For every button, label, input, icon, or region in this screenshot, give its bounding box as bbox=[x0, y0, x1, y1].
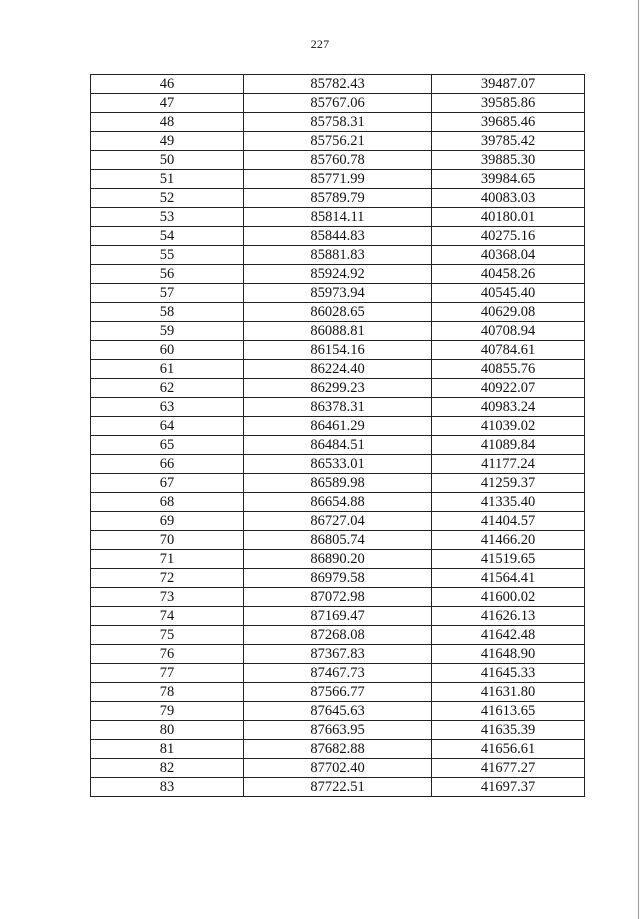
table-row bbox=[91, 759, 585, 778]
table-row bbox=[91, 75, 585, 94]
x-coordinate-cell: 87467.73 bbox=[244, 664, 432, 683]
point-number-cell: 53 bbox=[91, 208, 244, 227]
y-coordinate-cell: 41259.37 bbox=[432, 474, 585, 493]
table-row bbox=[91, 512, 585, 531]
table-row bbox=[91, 189, 585, 208]
point-number-cell: 69 bbox=[91, 512, 244, 531]
x-coordinate-cell: 87645.63 bbox=[244, 702, 432, 721]
table-row bbox=[91, 778, 585, 797]
point-number-cell: 81 bbox=[91, 740, 244, 759]
table-row bbox=[91, 664, 585, 683]
y-coordinate-cell: 41564.41 bbox=[432, 569, 585, 588]
point-number-cell: 59 bbox=[91, 322, 244, 341]
table-row bbox=[91, 208, 585, 227]
point-number-cell: 56 bbox=[91, 265, 244, 284]
y-coordinate-cell: 40180.01 bbox=[432, 208, 585, 227]
x-coordinate-cell: 85973.94 bbox=[244, 284, 432, 303]
table-row bbox=[91, 588, 585, 607]
y-coordinate-cell: 41677.27 bbox=[432, 759, 585, 778]
x-coordinate-cell: 86890.20 bbox=[244, 550, 432, 569]
coordinate-table-body bbox=[91, 75, 585, 797]
table-row bbox=[91, 436, 585, 455]
x-coordinate-cell: 87367.83 bbox=[244, 645, 432, 664]
table-row bbox=[91, 417, 585, 436]
y-coordinate-cell: 41039.02 bbox=[432, 417, 585, 436]
x-coordinate-cell: 86979.58 bbox=[244, 569, 432, 588]
y-coordinate-cell: 39885.30 bbox=[432, 151, 585, 170]
x-coordinate-cell: 87169.47 bbox=[244, 607, 432, 626]
x-coordinate-cell: 86378.31 bbox=[244, 398, 432, 417]
coordinate-table bbox=[90, 74, 585, 797]
x-coordinate-cell: 86805.74 bbox=[244, 531, 432, 550]
x-coordinate-cell: 85844.83 bbox=[244, 227, 432, 246]
x-coordinate-cell: 86154.16 bbox=[244, 341, 432, 360]
y-coordinate-cell: 40458.26 bbox=[432, 265, 585, 284]
table-row bbox=[91, 740, 585, 759]
table-row bbox=[91, 569, 585, 588]
x-coordinate-cell: 86299.23 bbox=[244, 379, 432, 398]
page-edge bbox=[638, 0, 639, 919]
x-coordinate-cell: 86533.01 bbox=[244, 455, 432, 474]
y-coordinate-cell: 41089.84 bbox=[432, 436, 585, 455]
y-coordinate-cell: 40545.40 bbox=[432, 284, 585, 303]
y-coordinate-cell: 40855.76 bbox=[432, 360, 585, 379]
x-coordinate-cell: 86088.81 bbox=[244, 322, 432, 341]
point-number-cell: 67 bbox=[91, 474, 244, 493]
x-coordinate-cell: 85814.11 bbox=[244, 208, 432, 227]
table-row bbox=[91, 322, 585, 341]
x-coordinate-cell: 86484.51 bbox=[244, 436, 432, 455]
table-row bbox=[91, 341, 585, 360]
table-row bbox=[91, 303, 585, 322]
point-number-cell: 74 bbox=[91, 607, 244, 626]
point-number-cell: 57 bbox=[91, 284, 244, 303]
table-row bbox=[91, 132, 585, 151]
x-coordinate-cell: 85881.83 bbox=[244, 246, 432, 265]
point-number-cell: 80 bbox=[91, 721, 244, 740]
point-number-cell: 77 bbox=[91, 664, 244, 683]
x-coordinate-cell: 87722.51 bbox=[244, 778, 432, 797]
x-coordinate-cell: 85771.99 bbox=[244, 170, 432, 189]
y-coordinate-cell: 41600.02 bbox=[432, 588, 585, 607]
table-row bbox=[91, 246, 585, 265]
point-number-cell: 73 bbox=[91, 588, 244, 607]
point-number-cell: 54 bbox=[91, 227, 244, 246]
table-row bbox=[91, 683, 585, 702]
point-number-cell: 75 bbox=[91, 626, 244, 645]
table-row bbox=[91, 360, 585, 379]
x-coordinate-cell: 85924.92 bbox=[244, 265, 432, 284]
y-coordinate-cell: 41404.57 bbox=[432, 512, 585, 531]
y-coordinate-cell: 41642.48 bbox=[432, 626, 585, 645]
table-row bbox=[91, 227, 585, 246]
point-number-cell: 49 bbox=[91, 132, 244, 151]
y-coordinate-cell: 40922.07 bbox=[432, 379, 585, 398]
table-row bbox=[91, 284, 585, 303]
x-coordinate-cell: 87663.95 bbox=[244, 721, 432, 740]
table-row bbox=[91, 151, 585, 170]
point-number-cell: 61 bbox=[91, 360, 244, 379]
y-coordinate-cell: 41177.24 bbox=[432, 455, 585, 474]
y-coordinate-cell: 39685.46 bbox=[432, 113, 585, 132]
table-row bbox=[91, 702, 585, 721]
x-coordinate-cell: 87268.08 bbox=[244, 626, 432, 645]
point-number-cell: 51 bbox=[91, 170, 244, 189]
y-coordinate-cell: 39984.65 bbox=[432, 170, 585, 189]
point-number-cell: 65 bbox=[91, 436, 244, 455]
y-coordinate-cell: 41335.40 bbox=[432, 493, 585, 512]
x-coordinate-cell: 87702.40 bbox=[244, 759, 432, 778]
y-coordinate-cell: 41519.65 bbox=[432, 550, 585, 569]
point-number-cell: 71 bbox=[91, 550, 244, 569]
y-coordinate-cell: 41645.33 bbox=[432, 664, 585, 683]
point-number-cell: 63 bbox=[91, 398, 244, 417]
table-row bbox=[91, 455, 585, 474]
y-coordinate-cell: 41466.20 bbox=[432, 531, 585, 550]
y-coordinate-cell: 40983.24 bbox=[432, 398, 585, 417]
table-row bbox=[91, 94, 585, 113]
y-coordinate-cell: 39585.86 bbox=[432, 94, 585, 113]
x-coordinate-cell: 86589.98 bbox=[244, 474, 432, 493]
y-coordinate-cell: 41648.90 bbox=[432, 645, 585, 664]
x-coordinate-cell: 86654.88 bbox=[244, 493, 432, 512]
y-coordinate-cell: 41631.80 bbox=[432, 683, 585, 702]
x-coordinate-cell: 87566.77 bbox=[244, 683, 432, 702]
y-coordinate-cell: 40784.61 bbox=[432, 341, 585, 360]
x-coordinate-cell: 85760.78 bbox=[244, 151, 432, 170]
table-row bbox=[91, 493, 585, 512]
x-coordinate-cell: 86224.40 bbox=[244, 360, 432, 379]
point-number-cell: 62 bbox=[91, 379, 244, 398]
table-row bbox=[91, 721, 585, 740]
y-coordinate-cell: 39785.42 bbox=[432, 132, 585, 151]
page-number: 227 bbox=[310, 37, 330, 51]
point-number-cell: 66 bbox=[91, 455, 244, 474]
x-coordinate-cell: 85782.43 bbox=[244, 75, 432, 94]
x-coordinate-cell: 85767.06 bbox=[244, 94, 432, 113]
point-number-cell: 70 bbox=[91, 531, 244, 550]
point-number-cell: 48 bbox=[91, 113, 244, 132]
y-coordinate-cell: 40083.03 bbox=[432, 189, 585, 208]
table-row bbox=[91, 645, 585, 664]
y-coordinate-cell: 41626.13 bbox=[432, 607, 585, 626]
point-number-cell: 52 bbox=[91, 189, 244, 208]
table-row bbox=[91, 531, 585, 550]
point-number-cell: 79 bbox=[91, 702, 244, 721]
table-row bbox=[91, 265, 585, 284]
x-coordinate-cell: 85789.79 bbox=[244, 189, 432, 208]
point-number-cell: 82 bbox=[91, 759, 244, 778]
y-coordinate-cell: 40368.04 bbox=[432, 246, 585, 265]
x-coordinate-cell: 85758.31 bbox=[244, 113, 432, 132]
y-coordinate-cell: 41613.65 bbox=[432, 702, 585, 721]
x-coordinate-cell: 87682.88 bbox=[244, 740, 432, 759]
y-coordinate-cell: 41697.37 bbox=[432, 778, 585, 797]
y-coordinate-cell: 40629.08 bbox=[432, 303, 585, 322]
y-coordinate-cell: 41656.61 bbox=[432, 740, 585, 759]
x-coordinate-cell: 86461.29 bbox=[244, 417, 432, 436]
table-row bbox=[91, 398, 585, 417]
point-number-cell: 78 bbox=[91, 683, 244, 702]
x-coordinate-cell: 86727.04 bbox=[244, 512, 432, 531]
x-coordinate-cell: 85756.21 bbox=[244, 132, 432, 151]
table-row bbox=[91, 474, 585, 493]
table-row bbox=[91, 170, 585, 189]
point-number-cell: 83 bbox=[91, 778, 244, 797]
point-number-cell: 76 bbox=[91, 645, 244, 664]
point-number-cell: 64 bbox=[91, 417, 244, 436]
x-coordinate-cell: 86028.65 bbox=[244, 303, 432, 322]
point-number-cell: 55 bbox=[91, 246, 244, 265]
table-row bbox=[91, 113, 585, 132]
point-number-cell: 50 bbox=[91, 151, 244, 170]
y-coordinate-cell: 40275.16 bbox=[432, 227, 585, 246]
point-number-cell: 68 bbox=[91, 493, 244, 512]
point-number-cell: 58 bbox=[91, 303, 244, 322]
table-row bbox=[91, 626, 585, 645]
y-coordinate-cell: 39487.07 bbox=[432, 75, 585, 94]
point-number-cell: 72 bbox=[91, 569, 244, 588]
point-number-cell: 60 bbox=[91, 341, 244, 360]
point-number-cell: 46 bbox=[91, 75, 244, 94]
x-coordinate-cell: 87072.98 bbox=[244, 588, 432, 607]
y-coordinate-cell: 41635.39 bbox=[432, 721, 585, 740]
point-number-cell: 47 bbox=[91, 94, 244, 113]
table-row bbox=[91, 607, 585, 626]
table-row bbox=[91, 550, 585, 569]
y-coordinate-cell: 40708.94 bbox=[432, 322, 585, 341]
table-row bbox=[91, 379, 585, 398]
